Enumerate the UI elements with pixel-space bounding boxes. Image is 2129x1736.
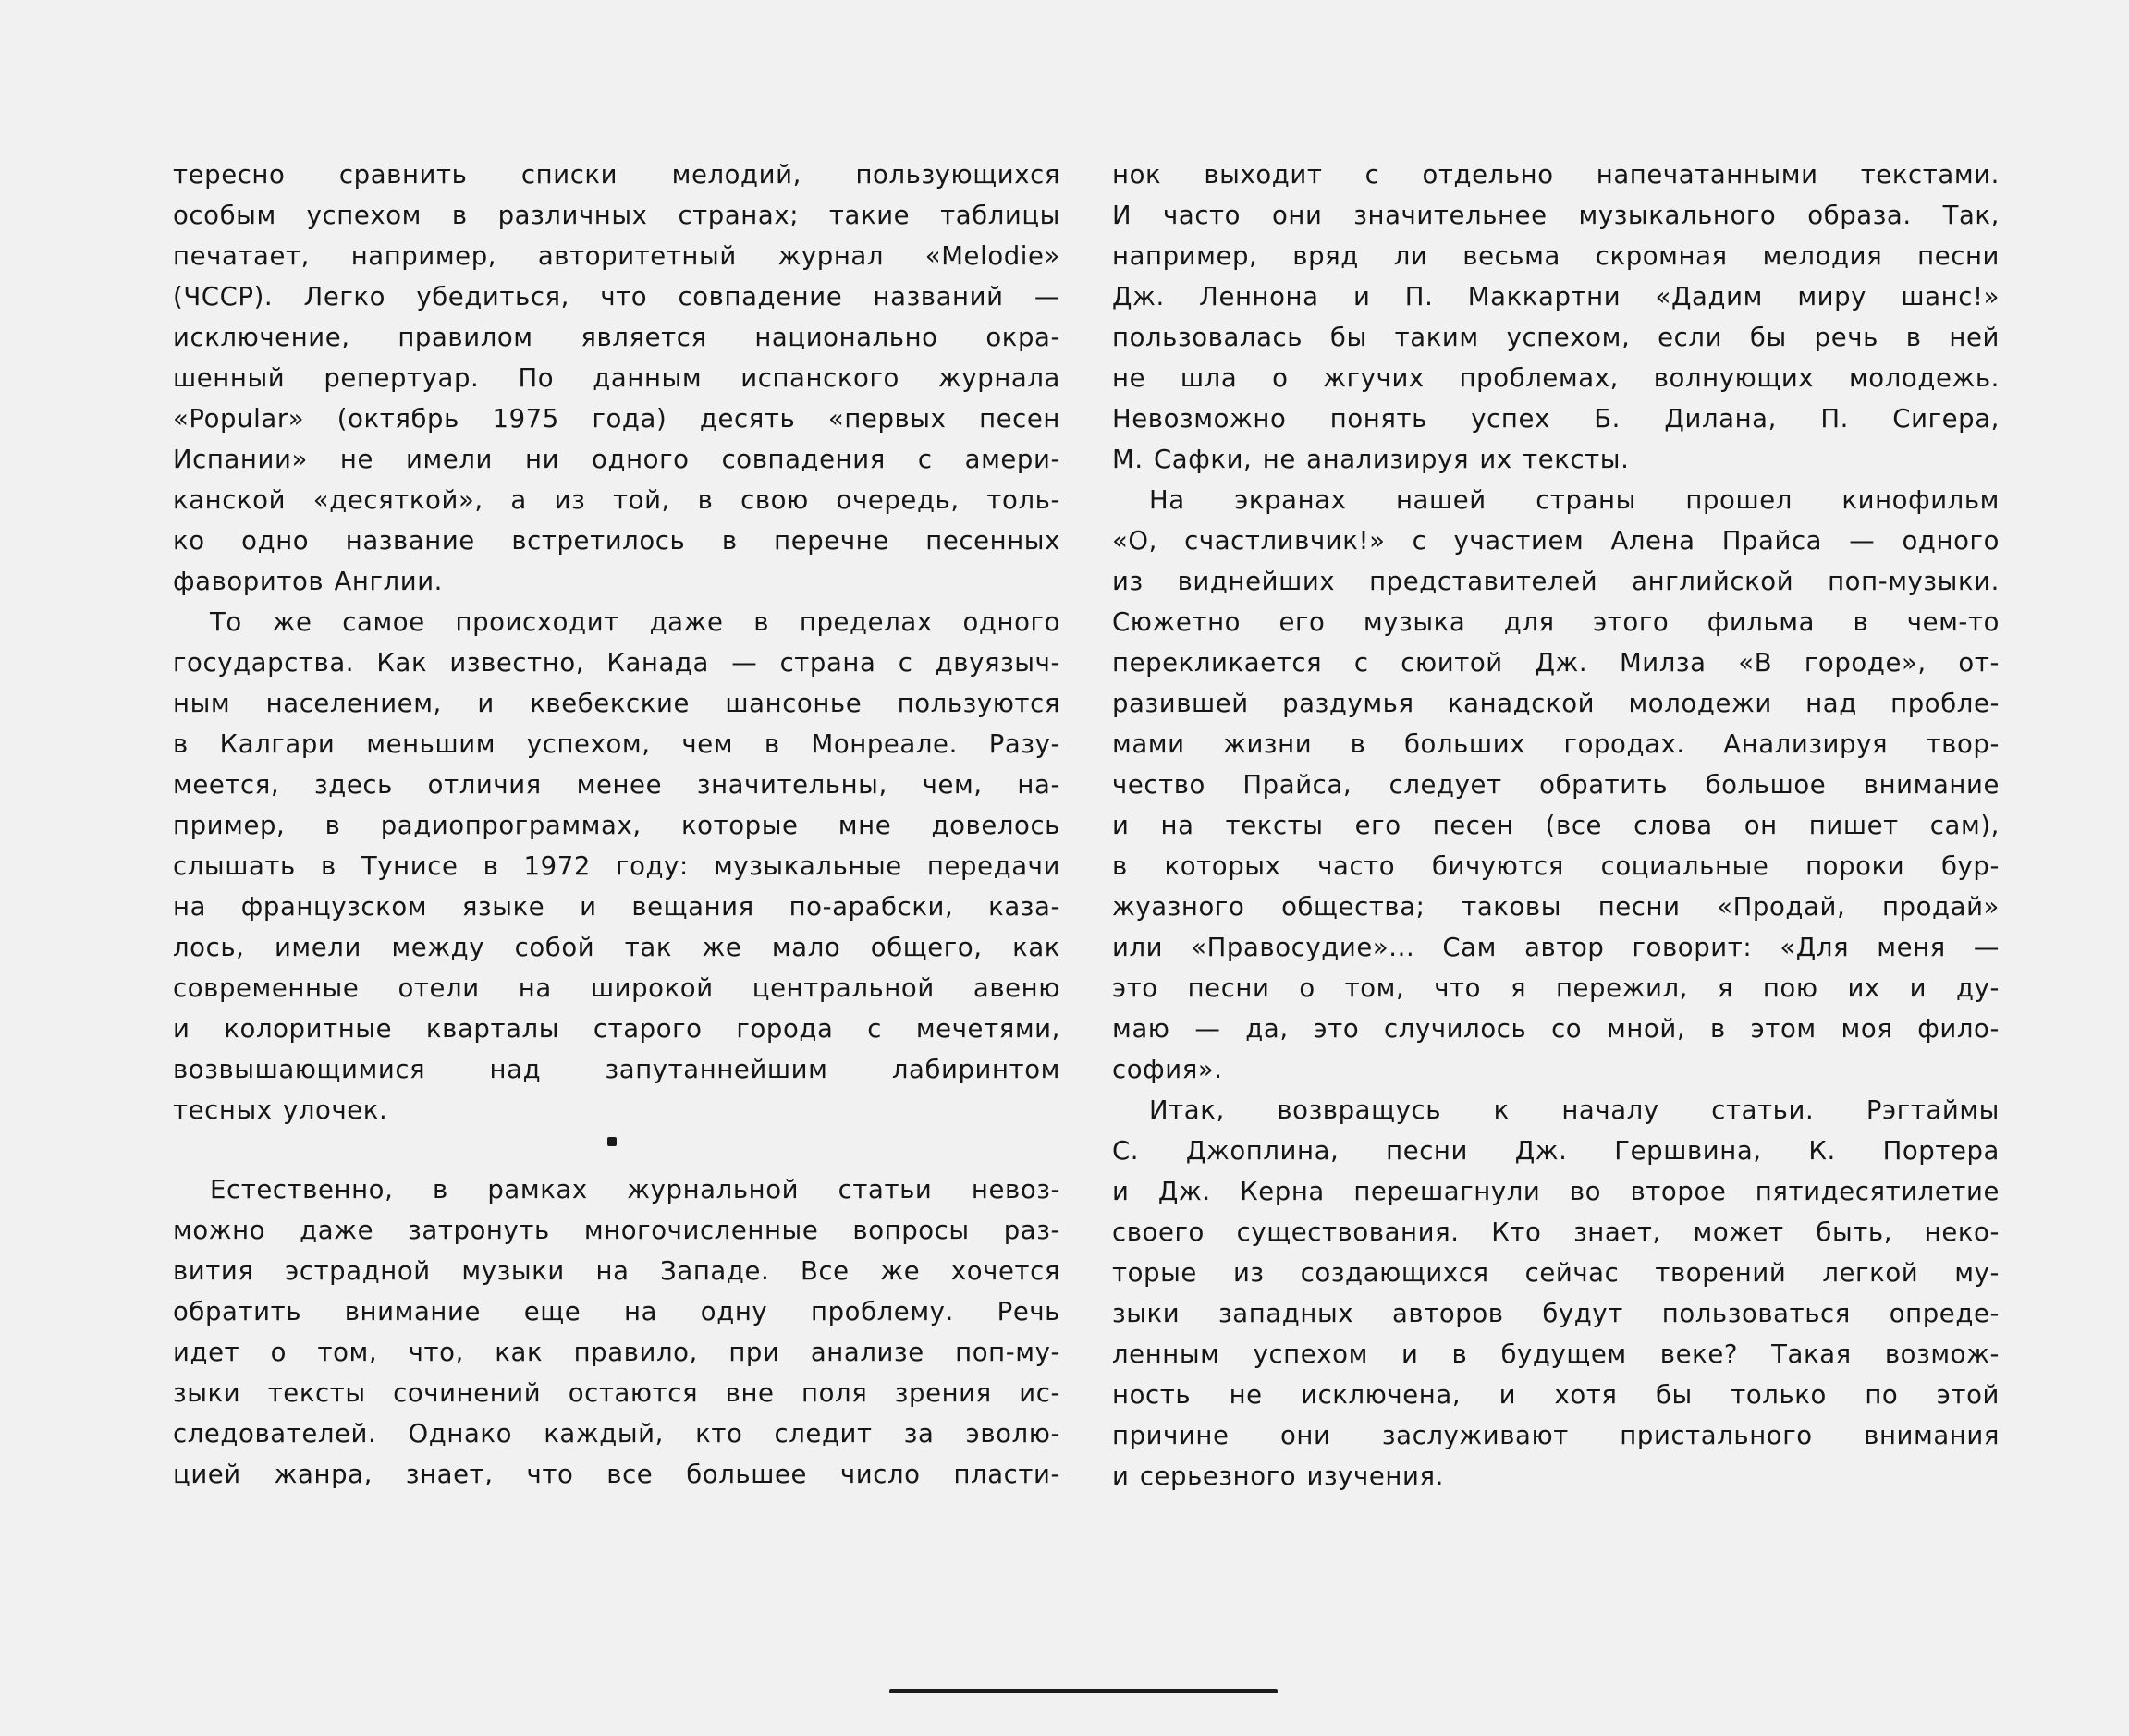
text-line: и колоритные кварталы старого города с мечетями, [173, 1014, 1060, 1044]
right-column [1112, 154, 2000, 1497]
text-line: ным населением, и квебекские шансонье пользуются [173, 689, 1060, 718]
text-line: можно даже затронуть многочисленные вопросы раз- [173, 1216, 1060, 1245]
text-line: ленным успехом и в будущем веке? Такая возмож- [1112, 1339, 2000, 1369]
text-line: (ЧССР). Легко убедиться, что совпадение названий — [173, 282, 1060, 312]
text-line: государства. Как известно, Канада — страна с двуязыч- [173, 648, 1060, 678]
text-line: И часто они значительнее музыкального образа. Так, [1112, 201, 2000, 230]
text-line: Сюжетно его музыка для этого фильма в чем-то [1112, 607, 2000, 637]
text-line: например, вряд ли весьма скромная мелодия песни [1112, 241, 2000, 271]
text-line: М. Сафки, не анализируя их тексты. [1112, 445, 1630, 474]
text-line: в которых часто бичуются социальные пороки бур- [1112, 851, 2000, 881]
text-line: слышать в Тунисе в 1972 году: музыкальные передачи [173, 851, 1060, 881]
text-line: лось, имели между собой так же мало общего, как [173, 933, 1060, 962]
text-line: тесных улочек. [173, 1095, 388, 1125]
text-line: жуазного общества; таковы песни «Продай, продай» [1112, 892, 2000, 922]
text-line: это песни о том, что я пережил, я пою их и ду- [1112, 973, 2000, 1003]
text-line: нок выходит с отдельно напечатанными текстами. [1112, 160, 2000, 189]
footer-rule [889, 1689, 1278, 1693]
text-line: маю — да, это случилось со мной, в этом моя фило- [1112, 1014, 2000, 1044]
text-line: софия». [1112, 1055, 1223, 1084]
text-line: зыки западных авторов будут пользоваться опреде- [1112, 1299, 2000, 1328]
text-line: возвышающимися над запутаннейшим лабиринтом [173, 1055, 1060, 1084]
text-line: на французском языке и вещания по-арабски, каза- [173, 892, 1060, 922]
text-line: причине они заслуживают пристального внимания [1112, 1421, 2000, 1450]
text-line: ность не исключена, и хотя бы только по этой [1112, 1380, 2000, 1410]
text-line: фаворитов Англии. [173, 567, 444, 596]
text-line: идет о том, что, как правило, при анализе поп-му- [173, 1338, 1060, 1367]
left-column-block-1 [173, 154, 1060, 1131]
text-line: канской «десяткой», а из той, в свою очередь, толь- [173, 485, 1060, 515]
text-line: зыки тексты сочинений остаются вне поля зрения ис- [173, 1378, 1060, 1408]
text-line: цией жанра, знает, что все большее число пласти- [173, 1460, 1060, 1489]
text-line: в Калгари меньшим успехом, чем в Монреале. Разу- [173, 729, 1060, 759]
text-line: следователей. Однако каждый, кто следит за эволю- [173, 1419, 1060, 1449]
text-line: разившей раздумья канадской молодежи над пробле- [1112, 689, 2000, 718]
text-line: вития эстрадной музыки на Западе. Все же хочется [173, 1256, 1060, 1286]
text-line: обратить внимание еще на одну проблему. Речь [173, 1297, 1060, 1326]
text-line: современные отели на широкой центральной авеню [173, 973, 1060, 1003]
text-line: печатает, например, авторитетный журнал «Melodie» [173, 241, 1060, 271]
text-line: перекликается с сюитой Дж. Милза «В городе», от- [1112, 648, 2000, 678]
text-line: тересно сравнить списки мелодий, пользующихся [173, 160, 1060, 189]
text-line: и серьезного изучения. [1112, 1461, 1444, 1491]
text-line: и Дж. Керна перешагнули во второе пятидесятилетие [1112, 1177, 2000, 1206]
text-line: чество Прайса, следует обратить большое внимание [1112, 770, 2000, 800]
text-line: особым успехом в различных странах; такие таблицы [173, 201, 1060, 230]
text-line: шенный репертуар. По данным испанского журнала [173, 363, 1060, 393]
text-line: исключение, правилом является национально окра- [173, 323, 1060, 352]
text-line: ко одно название встретилось в перечне песенных [173, 526, 1060, 556]
text-line: Невозможно понять успех Б. Дилана, П. Сигера, [1112, 404, 2000, 434]
text-line: Испании» не имели ни одного совпадения с амери- [173, 445, 1060, 474]
text-line: и на тексты его песен (все слова он пишет сам), [1112, 811, 2000, 840]
text-line: мами жизни в больших городах. Анализируя твор- [1112, 729, 2000, 759]
text-line: из виднейших представителей английской поп-музыки. [1112, 567, 2000, 596]
text-line: пользовалась бы таким успехом, если бы речь в ней [1112, 323, 2000, 352]
text-line: торые из создающихся сейчас творений легкой му- [1112, 1258, 2000, 1288]
text-line: То же самое происходит даже в пределах одного [210, 607, 1060, 637]
text-line: С. Джоплина, песни Дж. Гершвина, К. Портера [1112, 1136, 2000, 1166]
section-separator-dot [607, 1137, 617, 1146]
text-line: своего существования. Кто знает, может быть, неко- [1112, 1217, 2000, 1247]
text-line: пример, в радиопрограммах, которые мне довелось [173, 811, 1060, 840]
text-line: или «Правосудие»... Сам автор говорит: «Для меня — [1112, 933, 2000, 962]
left-column-block-2 [173, 1169, 1060, 1495]
text-line: «Popular» (октябрь 1975 года) десять «первых песен [173, 404, 1060, 434]
text-line: Дж. Леннона и П. Маккартни «Дадим миру шанс!» [1112, 282, 2000, 312]
text-line: «О, счастливчик!» с участием Алена Прайса — одного [1112, 526, 2000, 556]
text-line: Естественно, в рамках журнальной статьи невоз- [210, 1175, 1060, 1204]
text-line: На экранах нашей страны прошел кинофильм [1149, 485, 2000, 515]
text-line: не шла о жгучих проблемах, волнующих молодежь. [1112, 363, 2000, 393]
text-line: Итак, возвращусь к началу статьи. Рэгтаймы [1149, 1095, 2000, 1125]
text-line: меется, здесь отличия менее значительны, чем, на- [173, 770, 1060, 800]
